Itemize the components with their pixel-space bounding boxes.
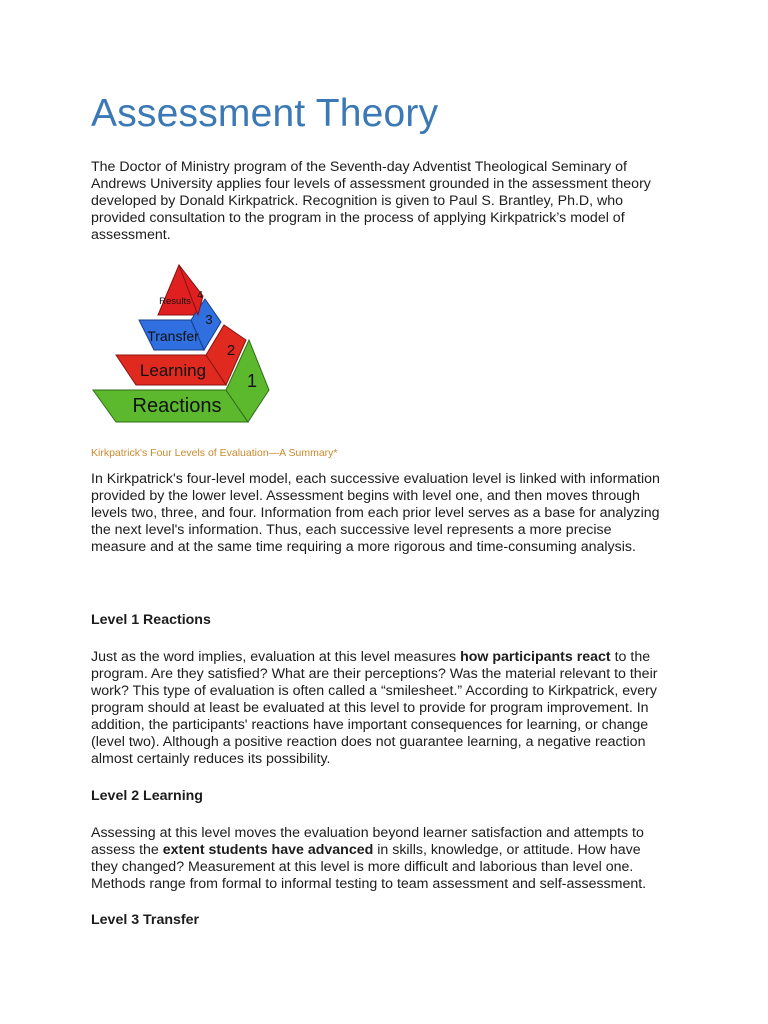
intro-line: The Doctor of Ministry program of the Seventh-day Adventist Theological Seminary of xyxy=(91,159,627,175)
intro-line: Andrews University applies four levels of assessment grounded in the assessment theory xyxy=(91,176,651,192)
level-2-text: assess the xyxy=(91,842,163,858)
level-2-line: Assessing at this level moves the evaluation beyond learner satisfaction and attempts to xyxy=(91,825,644,841)
level-1-line: program. Are they satisfied? What are their perceptions? Was the material relevant to their xyxy=(91,666,658,682)
level-2-paragraph xyxy=(91,825,681,893)
model-line: provided by the lower level. Assessment begins with level one, and then moves through xyxy=(91,488,640,504)
level-1-text: to the xyxy=(610,649,651,665)
intro-line: provided consultation to the program in the process of applying Kirkpatrick’s model of xyxy=(91,210,625,226)
pyramid-label-transfer: Transfer xyxy=(147,328,199,344)
level-2-heading: Level 2 Learning xyxy=(91,788,203,804)
level-3-heading: Level 3 Transfer xyxy=(91,912,200,928)
pyramid-number-1: 1 xyxy=(246,371,258,391)
model-line: the next level's information. Thus, each successive level represents a more precise xyxy=(91,522,612,538)
model-line: measure and at the same time requiring a more rigorous and time-consuming analysis. xyxy=(91,539,636,555)
page-title: Assessment Theory xyxy=(91,92,439,135)
level-1-paragraph xyxy=(91,649,681,768)
pyramid-number-2: 2 xyxy=(226,342,236,359)
model-line: levels two, three, and four. Information from each prior level serves as a base for analyzing xyxy=(91,505,660,521)
level-1-line: work? This type of evaluation is often called a “smilesheet.” According to Kirkpatrick, every xyxy=(91,683,657,699)
pyramid-label-reactions: Reactions xyxy=(132,395,222,417)
level-1-line xyxy=(91,649,681,666)
level-2-line: Methods range from formal to informal testing to team assessment and self-assessment. xyxy=(91,876,647,892)
pyramid-label-results: Results xyxy=(159,296,191,307)
level-1-text: Just as the word implies, evaluation at this level measures xyxy=(91,649,461,665)
pyramid-number-4: 4 xyxy=(197,290,203,301)
level-1-line: (level two). Although a positive reaction does not guarantee learning, a negative reaction xyxy=(91,734,646,750)
pyramid-label-learning: Learning xyxy=(139,361,207,380)
pyramid-number-3: 3 xyxy=(205,312,213,327)
level-1-line: program should at least be evaluated at this level to provide for program improvement. In xyxy=(91,700,649,716)
intro-line: developed by Donald Kirkpatrick. Recognition is given to Paul S. Brantley, Ph.D, who xyxy=(91,193,624,209)
model-line: In Kirkpatrick's four-level model, each successive evaluation level is linked with information xyxy=(91,471,660,487)
level-2-text: in skills, knowledge, or attitude. How have xyxy=(373,842,641,858)
figure-caption: Kirkpatrick's Four Levels of Evaluation—A Summary* xyxy=(91,447,338,459)
level-2-emphasis: extent students have advanced xyxy=(162,842,374,858)
level-1-line: addition, the participants' reactions have important consequences for learning, or change xyxy=(91,717,649,733)
kirkpatrick-pyramid-figure xyxy=(91,262,271,424)
level-1-emphasis: how participants react xyxy=(460,649,611,665)
level-1-line: almost certainly reduces its possibility. xyxy=(91,751,331,767)
level-1-heading: Level 1 Reactions xyxy=(91,612,211,628)
level-2-line: they changed? Measurement at this level is more difficult and laborious than level one. xyxy=(91,859,634,875)
intro-line: assessment. xyxy=(91,227,171,243)
level-2-line xyxy=(91,842,681,859)
intro-paragraph xyxy=(91,159,681,244)
model-paragraph xyxy=(91,471,681,556)
